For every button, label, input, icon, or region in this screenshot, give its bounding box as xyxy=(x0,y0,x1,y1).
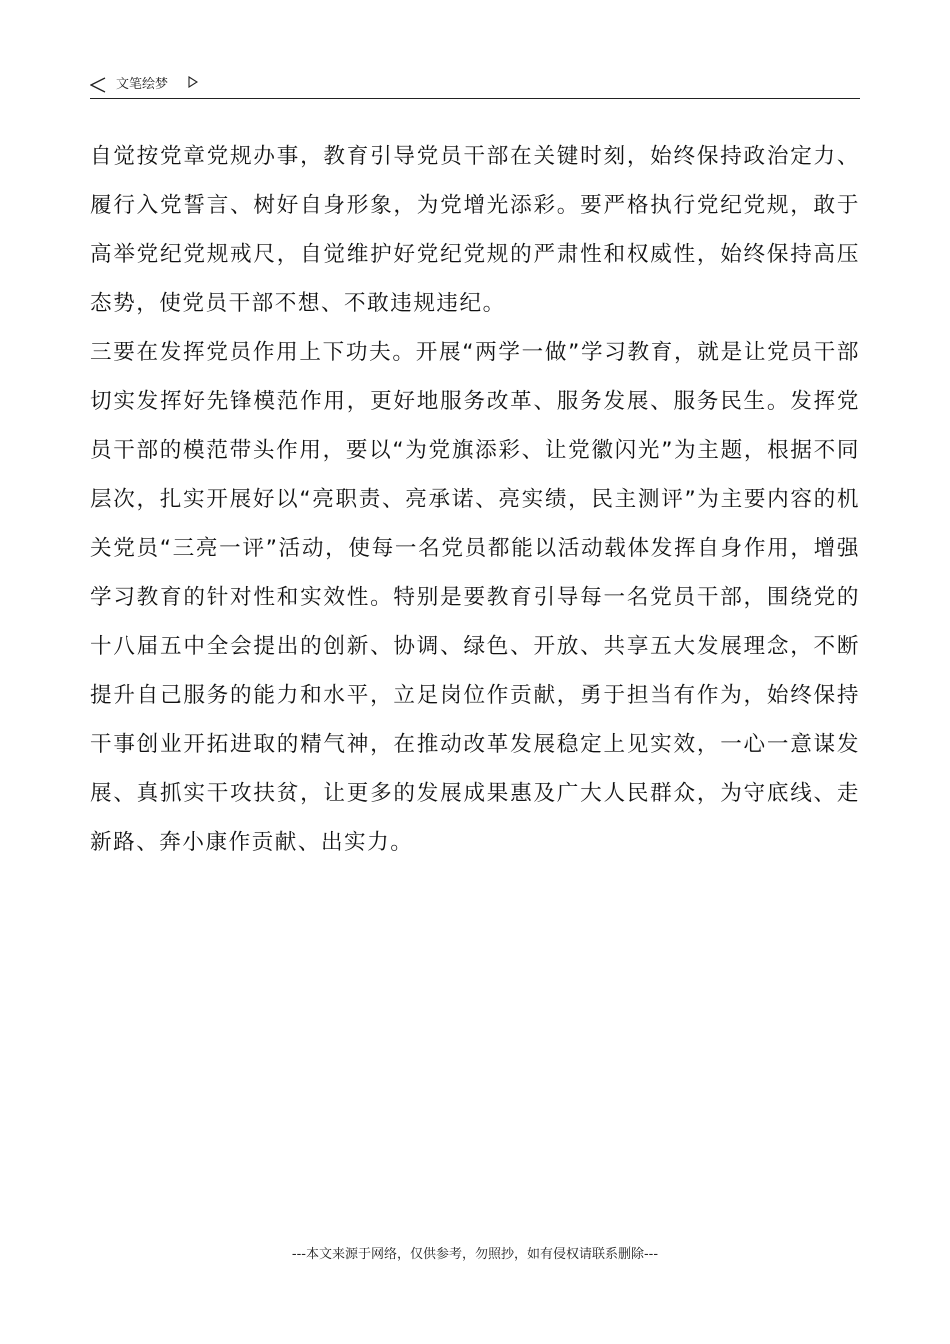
header-brand: 文笔绘梦 xyxy=(116,77,169,92)
document-body xyxy=(90,132,860,867)
paragraph-2: 三要在发挥党员作用上下功夫。开展“两学一做”学习教育，就是让党员干部切实发挥好先锋模范作用，更好地服务改革、服务发展、服务民生。发挥党员干部的模范带头作用，要以“为党旗添彩、让党徽闪光”为主题，根据不同层次，扎实开展好以“亮职责、亮承诺、亮实绩，民主测评”为主要内容的机关党员“三亮一评”活动，使每一名党员都能以活动载体发挥自身作用，增强学习教育的针对性和实效性。特别是要教育引导每一名党员干部，围绕党的十八届五中全会提出的创新、协调、绿色、开放、共享五大发展理念，不断提升自己服务的能力和水平，立足岗位作贡献，勇于担当有作为，始终保持干事创业开拓进取的精气神，在推动改革发展稳定上见实效，一心一意谋发展、真抓实干攻扶贫，让更多的发展成果惠及广大人民群众，为守底线、走新路、奔小康作贡献、出实力。 xyxy=(90,340,860,855)
page-header xyxy=(90,74,860,99)
paragraph-1: 自觉按党章党规办事，教育引导党员干部在关键时刻，始终保持政治定力、履行入党誓言、树好自身形象，为党增光添彩。要严格执行党纪党规，敢于高举党纪党规戒尺，自觉维护好党纪党规的严肃性和权威性，始终保持高压态势，使党员干部不想、不敢违规违纪。 xyxy=(90,144,860,316)
triangle-right-icon xyxy=(188,76,198,88)
triangle-left-icon xyxy=(90,77,106,93)
footer-disclaimer: ---本文来源于网络，仅供参考，勿照抄，如有侵权请联系删除--- xyxy=(291,1247,659,1262)
